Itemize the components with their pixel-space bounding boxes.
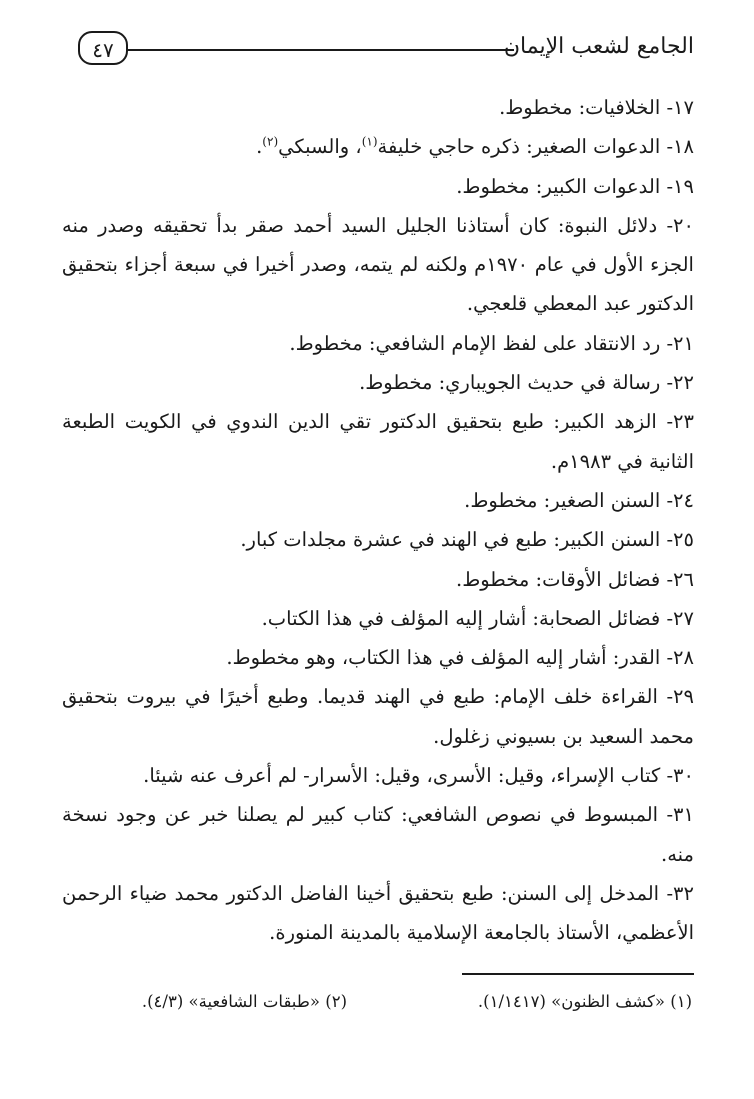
list-item: ٢١- رد الانتقاد على لفظ الإمام الشافعي: مخطوط.: [289, 331, 694, 355]
list-item: ١٩- الدعوات الكبير: مخطوط.: [456, 174, 694, 198]
running-title: الجامع لشعب الإيمان: [503, 34, 694, 59]
list-item: ٢٨- القدر: أشار إليه المؤلف في هذا الكتاب، وهو مخطوط.: [226, 646, 694, 670]
page-header: [70, 28, 694, 78]
list-item: ٢٥- السنن الكبير: طبع في الهند في عشرة مجلدات كبار.: [240, 528, 694, 552]
footnotes: [62, 988, 692, 1016]
list-item: [62, 127, 694, 166]
header-rule: [128, 49, 514, 51]
page-number: ٤٧: [78, 31, 128, 65]
footnote-1: (١) «كشف الظنون» (١/١٤١٧).: [477, 992, 692, 1011]
footnote-ref[interactable]: (٢): [262, 134, 279, 149]
entry-punctuation: .: [256, 135, 263, 159]
entry-text: ١٨- الدعوات الصغير: ذكره حاجي خليفة: [377, 135, 694, 159]
list-item: ٢٢- رسالة في حديث الجويباري: مخطوط.: [359, 371, 694, 395]
list-item: ٢٧- فضائل الصحابة: أشار إليه المؤلف في هذا الكتاب.: [261, 606, 694, 630]
list-item: ٣٠- كتاب الإسراء، وقيل: الأسرى، وقيل: الأسرار- لم أعرف عنه شيئا.: [143, 764, 694, 788]
entry-text: ، والسبكي: [278, 135, 362, 159]
footnote-rule: [462, 973, 694, 975]
book-list: [62, 88, 694, 953]
list-item: ١٧- الخلافيات: مخطوط.: [499, 96, 694, 119]
list-item: ٣١- المبسوط في نصوص الشافعي: كتاب كبير لم يصلنا خبر عن وجود نسخة منه.: [62, 803, 694, 866]
list-item: ٢٩- القراءة خلف الإمام: طبع في الهند قديما. وطبع أخيرًا في بيروت بتحقيق محمد السعيد بن بسيوني زغلول.: [62, 685, 694, 748]
footnote-ref[interactable]: (١): [361, 134, 378, 149]
list-item: ٢٤- السنن الصغير: مخطوط.: [464, 488, 694, 512]
list-item: ٣٢- المدخل إلى السنن: طبع بتحقيق أخينا الفاضل الدكتور محمد ضياء الرحمن الأعظمي، الأستاذ بالجامعة الإسلامية بالمدينة المنورة.: [62, 881, 694, 945]
list-item: ٢٣- الزهد الكبير: طبع بتحقيق الدكتور تقي الدين الندوي في الكويت الطبعة الثانية في ١٩٨٣م.: [62, 410, 694, 473]
footnote-2: (٢) «طبقات الشافعية» (٤/٣).: [141, 992, 347, 1011]
list-item: ٢٠- دلائل النبوة: كان أستاذنا الجليل السيد أحمد صقر بدأ تحقيقه وصدر منه الجزء الأول في عام ١٩٧٠م ولكنه لم يتمه، وصدر أخيرا في سبعة أجزاء بتحقيق الدكتور عبد المعطي قلعجي.: [62, 213, 694, 316]
list-item: ٢٦- فضائل الأوقات: مخطوط.: [456, 567, 694, 591]
